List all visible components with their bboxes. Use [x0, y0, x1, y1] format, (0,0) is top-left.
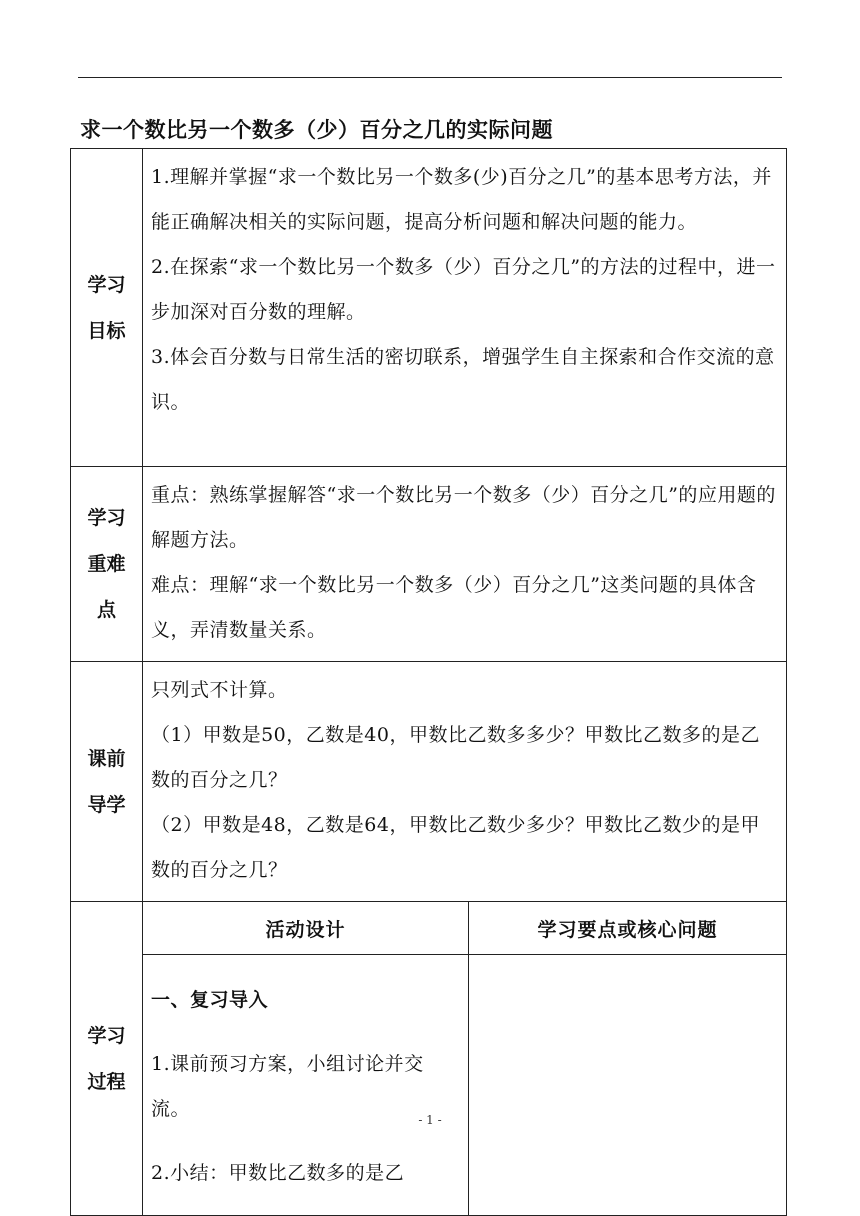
keypoint-item: 重点：熟练掌握解答“求一个数比另一个数多（少）百分之几”的应用题的解题方法。	[151, 484, 776, 551]
preview-row	[71, 662, 787, 902]
activity-design-header: 活动设计	[143, 902, 469, 955]
goals-row	[71, 149, 787, 467]
preview-item: （1）甲数是50，乙数是40，甲数比乙数多多少？甲数比乙数多的是乙数的百分之几？	[151, 724, 760, 791]
process-header-row	[71, 902, 787, 955]
keypoints-label	[71, 467, 143, 662]
goals-label-line-1: 学习	[87, 273, 126, 296]
keypoint-item: 难点：理解“求一个数比另一个数多（少）百分之几”这类问题的具体含义，弄清数量关系。	[151, 574, 757, 641]
activity-design-content	[143, 955, 469, 1216]
goals-content	[143, 149, 787, 467]
process-label-line-2: 过程	[87, 1070, 126, 1093]
goal-item: 1.理解并掌握“求一个数比另一个数多(少)百分之几”的基本思考方法，并能正确解决相关的实际问题，提高分析问题和解决问题的能力。	[151, 166, 772, 233]
preview-content	[143, 662, 787, 902]
keypoints-row	[71, 467, 787, 662]
keypoints-label-line-3: 点	[96, 599, 116, 621]
preview-item: （2）甲数是48，乙数是64，甲数比乙数少多少？甲数比乙数少的是甲数的百分之几？	[151, 814, 760, 881]
process-label	[71, 902, 143, 1216]
goal-item: 3.体会百分数与日常生活的密切联系，增强学生自主探索和合作交流的意识。	[151, 346, 775, 413]
goal-item: 2.在探索“求一个数比另一个数多（少）百分之几”的方法的过程中，进一步加深对百分数的理解。	[151, 256, 776, 323]
preview-label	[71, 662, 143, 902]
header-rule	[78, 77, 782, 78]
goals-label-line-2: 目标	[87, 319, 126, 342]
preview-label-line-2: 导学	[87, 793, 126, 816]
keypoints-label-line-1: 学习	[87, 507, 126, 529]
activity-item: 1.课前预习方案，小组讨论并交流。	[151, 1053, 424, 1120]
goals-label	[71, 149, 143, 467]
preview-label-line-1: 课前	[87, 747, 126, 770]
preview-item: 只列式不计算。	[151, 679, 288, 701]
section-heading: 一、复习导入	[151, 989, 269, 1011]
keypoints-content	[143, 467, 787, 662]
key-points-header: 学习要点或核心问题	[469, 902, 787, 955]
keypoints-label-line-2: 重难	[87, 553, 126, 575]
page-number: - 1 -	[418, 1113, 442, 1127]
page-title: 求一个数比另一个数多（少）百分之几的实际问题	[80, 118, 553, 142]
process-body-row	[71, 955, 787, 1216]
process-label-line-1: 学习	[87, 1024, 126, 1047]
lesson-plan-table	[70, 148, 787, 1216]
activity-item: 2.小结：甲数比乙数多的是乙	[151, 1162, 405, 1184]
key-points-content	[469, 955, 787, 1216]
